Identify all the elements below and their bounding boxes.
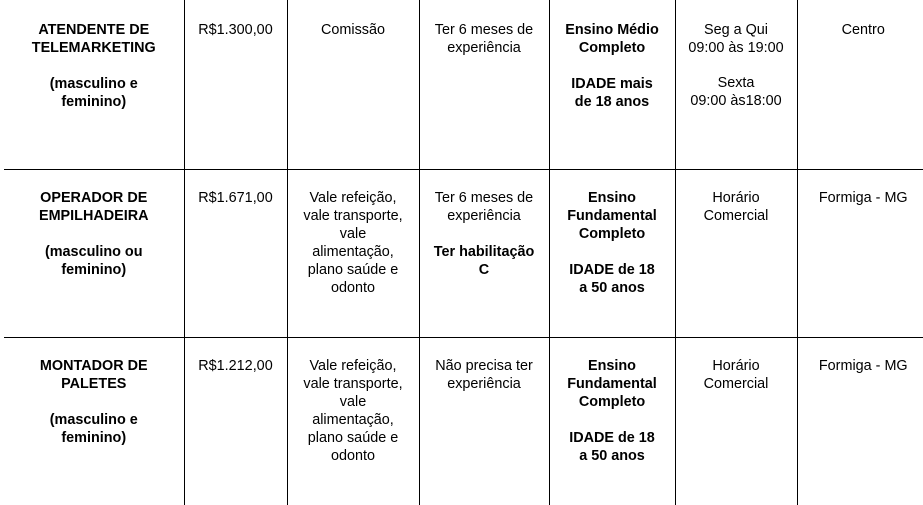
- location-text: Formiga - MG: [801, 189, 923, 207]
- benefits-text: vale transporte,: [291, 375, 416, 393]
- job-title-cell: [4, 0, 184, 170]
- benefits-text: vale: [291, 393, 416, 411]
- experience-text: Ter 6 meses de: [423, 21, 546, 39]
- schedule-cell: [675, 170, 797, 338]
- gender-note: (masculino ou: [7, 243, 181, 261]
- education-text: Completo: [553, 393, 672, 411]
- benefits-text: alimentação,: [291, 411, 416, 429]
- age-requirement: de 18 anos: [553, 93, 672, 111]
- experience-text: Não precisa ter: [423, 357, 546, 375]
- age-requirement: IDADE mais: [553, 75, 672, 93]
- table-row: [4, 170, 923, 338]
- education-cell: [549, 0, 675, 170]
- job-title-cell: [4, 338, 184, 505]
- job-title-cell: [4, 170, 184, 338]
- gender-note: (masculino e: [7, 411, 181, 429]
- salary-cell: [184, 0, 287, 170]
- experience-cell: [419, 170, 549, 338]
- age-requirement: IDADE de 18: [553, 429, 672, 447]
- location-text: Centro: [801, 21, 923, 39]
- experience-cell: [419, 338, 549, 505]
- schedule-text: Horário: [679, 189, 794, 207]
- job-title: ATENDENTE DE: [7, 21, 181, 39]
- schedule-cell: [675, 0, 797, 170]
- age-requirement: a 50 anos: [553, 279, 672, 297]
- experience-text: experiência: [423, 375, 546, 393]
- benefits-text: vale: [291, 225, 416, 243]
- schedule-text: 09:00 às18:00: [679, 92, 794, 110]
- job-title: OPERADOR DE: [7, 189, 181, 207]
- education-text: Fundamental: [553, 207, 672, 225]
- salary-value: R$1.300,00: [188, 21, 284, 39]
- salary-value: R$1.212,00: [188, 357, 284, 375]
- location-cell: [797, 170, 923, 338]
- benefits-text: odonto: [291, 447, 416, 465]
- benefits-cell: [287, 170, 419, 338]
- benefits-text: vale transporte,: [291, 207, 416, 225]
- schedule-text: Horário: [679, 357, 794, 375]
- gender-note: feminino): [7, 429, 181, 447]
- benefits-cell: [287, 0, 419, 170]
- schedule-text: Comercial: [679, 375, 794, 393]
- education-text: Ensino: [553, 357, 672, 375]
- benefits-text: Vale refeição,: [291, 189, 416, 207]
- gender-note: (masculino e: [7, 75, 181, 93]
- benefits-text: plano saúde e: [291, 261, 416, 279]
- job-title: PALETES: [7, 375, 181, 393]
- education-text: Completo: [553, 39, 672, 57]
- experience-text: Ter 6 meses de: [423, 189, 546, 207]
- benefits-text: Comissão: [291, 21, 416, 39]
- schedule-text: Seg a Qui: [679, 21, 794, 39]
- experience-text: experiência: [423, 207, 546, 225]
- education-cell: [549, 170, 675, 338]
- location-cell: [797, 338, 923, 505]
- job-title: EMPILHADEIRA: [7, 207, 181, 225]
- schedule-cell: [675, 338, 797, 505]
- license-requirement: Ter habilitação: [423, 243, 546, 261]
- benefits-text: plano saúde e: [291, 429, 416, 447]
- schedule-text: Sexta: [679, 74, 794, 92]
- gender-note: feminino): [7, 261, 181, 279]
- schedule-text: 09:00 às 19:00: [679, 39, 794, 57]
- salary-cell: [184, 338, 287, 505]
- experience-text: experiência: [423, 39, 546, 57]
- location-cell: [797, 0, 923, 170]
- benefits-cell: [287, 338, 419, 505]
- gender-note: feminino): [7, 93, 181, 111]
- benefits-text: Vale refeição,: [291, 357, 416, 375]
- education-text: Completo: [553, 225, 672, 243]
- education-text: Fundamental: [553, 375, 672, 393]
- job-listings-table: [4, 0, 923, 505]
- education-cell: [549, 338, 675, 505]
- experience-cell: [419, 0, 549, 170]
- education-text: Ensino: [553, 189, 672, 207]
- salary-value: R$1.671,00: [188, 189, 284, 207]
- table-row: [4, 338, 923, 505]
- salary-cell: [184, 170, 287, 338]
- table-row: [4, 0, 923, 170]
- schedule-text: Comercial: [679, 207, 794, 225]
- benefits-text: alimentação,: [291, 243, 416, 261]
- age-requirement: a 50 anos: [553, 447, 672, 465]
- age-requirement: IDADE de 18: [553, 261, 672, 279]
- license-requirement: C: [423, 261, 546, 279]
- benefits-text: odonto: [291, 279, 416, 297]
- job-title: MONTADOR DE: [7, 357, 181, 375]
- job-title: TELEMARKETING: [7, 39, 181, 57]
- location-text: Formiga - MG: [801, 357, 923, 375]
- education-text: Ensino Médio: [553, 21, 672, 39]
